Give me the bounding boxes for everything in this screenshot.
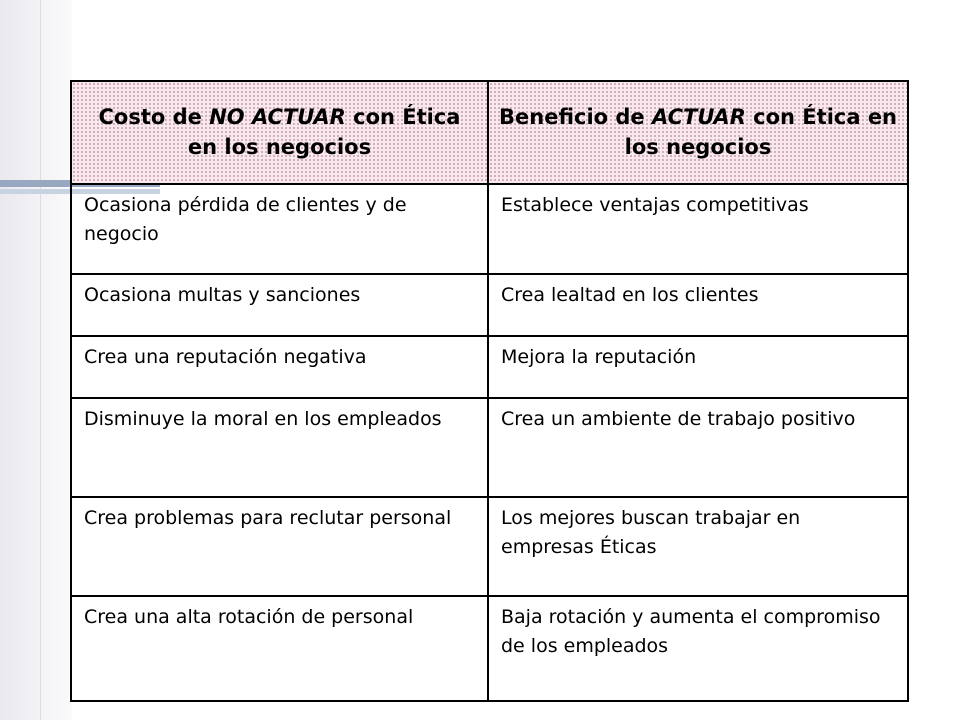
cell-beneficio: Crea un ambiente de trabajo positivo xyxy=(488,398,908,497)
header-beneficio-post: con Ética en los negocios xyxy=(624,105,898,160)
cell-beneficio: Baja rotación y aumenta el compromiso de los empleados xyxy=(488,596,908,701)
table-row xyxy=(71,274,908,336)
cell-costo: Crea una reputación negativa xyxy=(71,336,488,398)
ethics-comparison-table xyxy=(70,80,909,702)
cell-costo: Ocasiona pérdida de clientes y de negocio xyxy=(71,184,488,274)
cell-costo: Disminuye la moral en los empleados xyxy=(71,398,488,497)
header-costo-post: con Ética en los negocios xyxy=(187,105,461,160)
cell-costo: Crea una alta rotación de personal xyxy=(71,596,488,701)
background-band xyxy=(0,0,72,720)
table-row xyxy=(71,497,908,596)
cell-costo: Crea problemas para reclutar personal xyxy=(71,497,488,596)
table-header-row xyxy=(71,81,908,184)
header-beneficio-pre: Beneficio de xyxy=(499,105,652,130)
table-row xyxy=(71,184,908,274)
table-row xyxy=(71,596,908,701)
header-costo xyxy=(71,81,488,184)
cell-beneficio: Crea lealtad en los clientes xyxy=(488,274,908,336)
background-vertical-line xyxy=(40,0,41,720)
header-beneficio xyxy=(488,81,908,184)
header-beneficio-em: ACTUAR xyxy=(651,105,746,130)
header-costo-pre: Costo de xyxy=(98,105,210,130)
cell-beneficio: Mejora la reputación xyxy=(488,336,908,398)
cell-costo: Ocasiona multas y sanciones xyxy=(71,274,488,336)
header-costo-em: NO ACTUAR xyxy=(209,105,346,130)
table-row xyxy=(71,336,908,398)
cell-beneficio: Establece ventajas competitivas xyxy=(488,184,908,274)
cell-beneficio: Los mejores buscan trabajar en empresas Éticas xyxy=(488,497,908,596)
table-row xyxy=(71,398,908,497)
